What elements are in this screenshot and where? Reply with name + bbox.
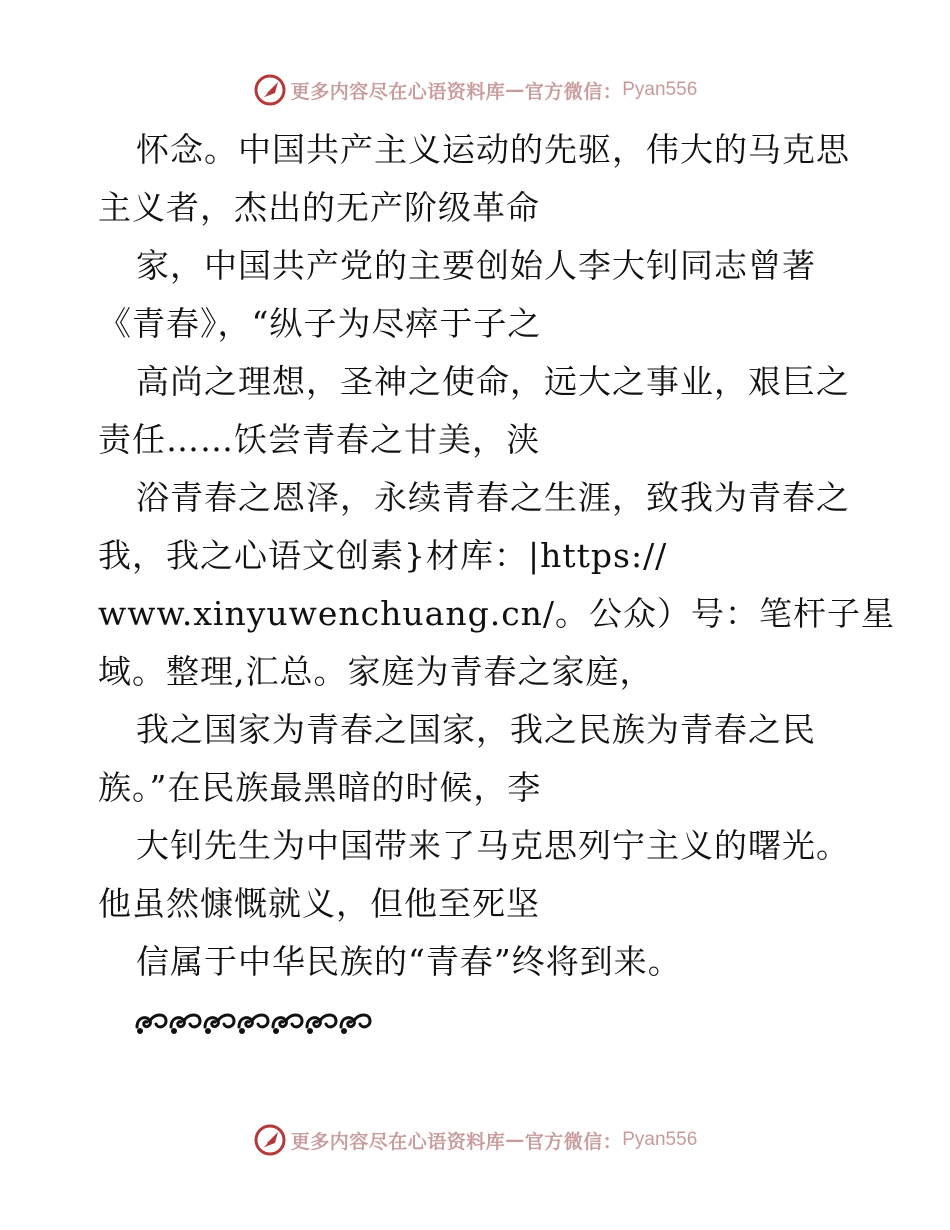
footer-watermark-text: 更多内容尽在心语资料库 [290, 1130, 506, 1153]
text-line: 家，中国共产党的主要创始人李大钊同志曾著 [136, 246, 816, 285]
article-body [98, 121, 896, 991]
footer-dash: — [505, 1129, 525, 1151]
footer-watermark [0, 1120, 950, 1160]
quill-seal-icon [253, 1123, 287, 1157]
text-line: 《青春》，“纵子为尽瘁于子之 [98, 304, 542, 343]
header-wechat-label: 官方微信： [524, 80, 623, 103]
text-line: 域。整理,汇总。家庭为青春之家庭， [98, 652, 654, 691]
swirl-ornament-icon [304, 1007, 338, 1037]
swirl-ornament-icon [168, 1007, 202, 1037]
text-line: 怀念。中国共产主义运动的先驱，伟大的马克思 [136, 130, 850, 169]
swirl-ornament-icon [236, 1007, 270, 1037]
header-watermark [0, 70, 950, 110]
text-line: 浴青春之恩泽，永续青春之生涯，致我为青春之 [136, 478, 850, 517]
swirl-ornament-icon [270, 1007, 304, 1037]
text-line: 责任……饫尝青春之甘美，浃 [98, 420, 540, 459]
quill-seal-icon [253, 73, 287, 107]
swirl-ornament-icon [202, 1007, 236, 1037]
footer-wechat-label: 官方微信： [524, 1130, 623, 1153]
swirl-ornament-icon [338, 1007, 372, 1037]
text-line: 我，我之心语文创素}材库：|https:// [98, 536, 668, 575]
text-line: 族。”在民族最黑暗的时候，李 [98, 768, 542, 807]
ornament-divider [134, 1007, 372, 1043]
text-line: 大钊先生为中国带来了马克思列宁主义的曙光。 [136, 826, 850, 865]
header-watermark-text: 更多内容尽在心语资料库 [290, 80, 506, 103]
text-line: 主义者，杰出的无产阶级革命 [98, 188, 540, 227]
swirl-ornament-icon [134, 1007, 168, 1037]
text-line: 我之国家为青春之国家，我之民族为青春之民 [136, 710, 816, 749]
text-line: www.xinyuwenchuang.cn/。公众）号：笔杆子星 [98, 594, 896, 633]
header-wechat-id: Pyan556 [622, 79, 698, 100]
text-line: 高尚之理想，圣神之使命，远大之事业，艰巨之 [136, 362, 850, 401]
header-dash: — [505, 79, 525, 101]
footer-wechat-id: Pyan556 [622, 1129, 698, 1150]
text-line: 信属于中华民族的“青春”终将到来。 [136, 942, 682, 981]
text-line: 他虽然慷慨就义，但他至死坚 [98, 884, 540, 923]
